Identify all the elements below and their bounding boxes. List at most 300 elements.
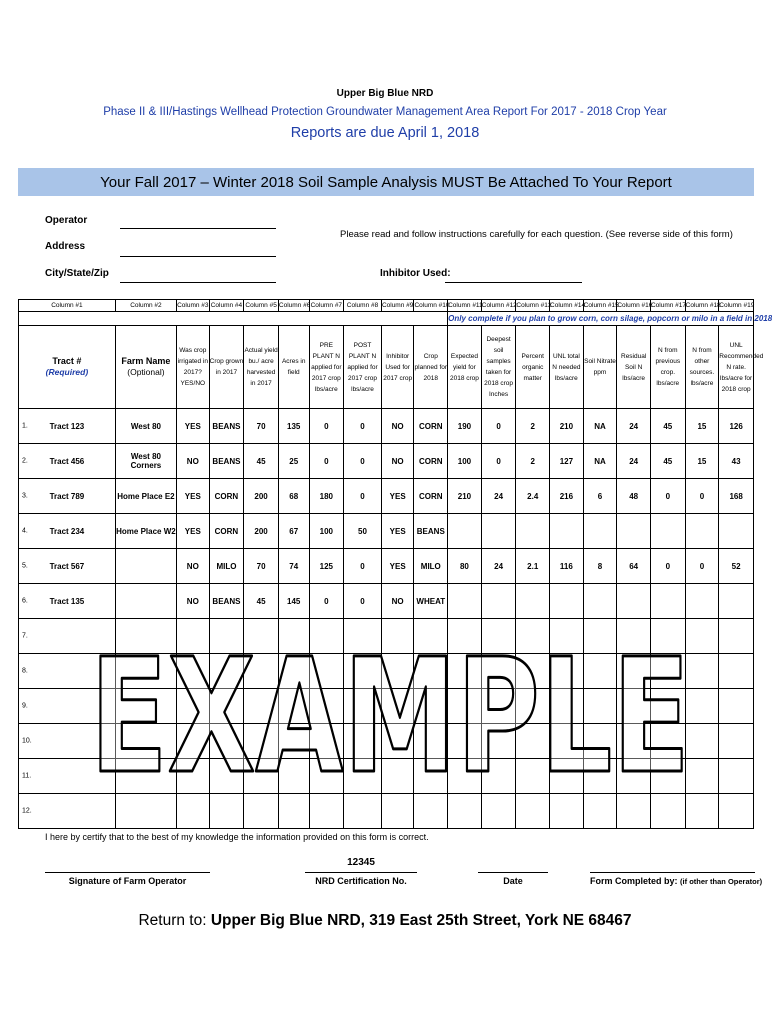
- table-cell[interactable]: 135: [278, 409, 309, 444]
- table-cell[interactable]: [685, 689, 719, 724]
- table-cell[interactable]: BEANS: [414, 514, 448, 549]
- table-cell[interactable]: WHEAT: [414, 584, 448, 619]
- table-cell[interactable]: [481, 689, 516, 724]
- column-header: N from other sources. lbs/acre: [685, 326, 719, 409]
- table-cell[interactable]: [617, 689, 651, 724]
- farm-optional: (Optional): [127, 367, 165, 377]
- table-cell[interactable]: [448, 654, 482, 689]
- table-cell[interactable]: [550, 619, 584, 654]
- table-cell[interactable]: [719, 724, 754, 759]
- table-cell[interactable]: YES: [177, 409, 210, 444]
- table-cell[interactable]: [685, 724, 719, 759]
- table-cell[interactable]: [19, 409, 116, 444]
- table-cell[interactable]: 127: [550, 444, 584, 479]
- table-cell[interactable]: [685, 794, 719, 829]
- table-cell[interactable]: [19, 584, 116, 619]
- table-cell[interactable]: [617, 619, 651, 654]
- table-cell[interactable]: [309, 724, 344, 759]
- table-cell[interactable]: 0: [685, 549, 719, 584]
- table-cell[interactable]: 0: [685, 479, 719, 514]
- table-cell[interactable]: 45: [650, 444, 685, 479]
- table-cell[interactable]: 67: [278, 514, 309, 549]
- tract-value: Tract 234: [49, 526, 85, 536]
- column-header: Was crop irrigated in 2017? YES/NO: [177, 326, 210, 409]
- column-header: Actual yield bu./ acre harvested in 2017: [244, 326, 279, 409]
- operator-label: Operator: [45, 215, 88, 226]
- cert-label: NRD Certification No.: [315, 876, 407, 886]
- table-cell[interactable]: [414, 619, 448, 654]
- address-label: Address: [45, 241, 86, 252]
- tract-value: Tract 567: [49, 561, 85, 571]
- table-cell[interactable]: 50: [344, 514, 382, 549]
- table-cell[interactable]: [617, 584, 651, 619]
- table-cell[interactable]: [617, 759, 651, 794]
- table-cell[interactable]: [448, 514, 482, 549]
- table-cell[interactable]: [19, 759, 116, 794]
- table-cell[interactable]: [115, 549, 176, 584]
- table-cell[interactable]: CORN: [209, 514, 244, 549]
- table-cell[interactable]: YES: [177, 514, 210, 549]
- table-cell[interactable]: [381, 759, 414, 794]
- column-header: Percent organic matter: [516, 326, 550, 409]
- column-header: Crop planned for 2018: [414, 326, 448, 409]
- table-cell[interactable]: 0: [344, 584, 382, 619]
- table-cell[interactable]: [177, 794, 210, 829]
- table-cell[interactable]: [583, 689, 617, 724]
- farm-header: Farm Name: [121, 356, 171, 366]
- return-address: [0, 912, 770, 930]
- table-cell[interactable]: [550, 689, 584, 724]
- column-header: PRE PLANT N applied for 2017 crop lbs/acre: [309, 326, 344, 409]
- table-cell[interactable]: 0: [481, 444, 516, 479]
- table-cell[interactable]: 45: [244, 444, 279, 479]
- table-cell[interactable]: [344, 724, 382, 759]
- table-cell[interactable]: [448, 619, 482, 654]
- table-cell[interactable]: 70: [244, 549, 279, 584]
- table-cell[interactable]: [414, 759, 448, 794]
- row-number: 8.: [22, 667, 28, 675]
- table-cell[interactable]: YES: [381, 514, 414, 549]
- table-cell[interactable]: [278, 759, 309, 794]
- table-cell[interactable]: 0: [344, 549, 382, 584]
- table-cell[interactable]: [516, 514, 550, 549]
- column-number: Column #12: [481, 300, 516, 312]
- table-cell[interactable]: [309, 619, 344, 654]
- table-cell[interactable]: 200: [244, 514, 279, 549]
- table-cell[interactable]: [414, 724, 448, 759]
- table-cell[interactable]: [381, 794, 414, 829]
- corn-note: Only complete if you plan to grow corn, corn silage, popcorn or milo in a field in 2018: [448, 312, 754, 326]
- table-cell[interactable]: 64: [617, 549, 651, 584]
- table-cell[interactable]: [177, 689, 210, 724]
- table-cell[interactable]: [583, 654, 617, 689]
- table-cell[interactable]: [719, 514, 754, 549]
- column-header: UNL total N needed lbs/acre: [550, 326, 584, 409]
- table-cell[interactable]: [650, 619, 685, 654]
- table-cell[interactable]: NO: [177, 584, 210, 619]
- table-cell[interactable]: NO: [381, 584, 414, 619]
- table-cell[interactable]: NA: [583, 444, 617, 479]
- table-cell[interactable]: 68: [278, 479, 309, 514]
- table-cell[interactable]: 24: [617, 444, 651, 479]
- table-cell[interactable]: 0: [650, 549, 685, 584]
- org-title: Upper Big Blue NRD: [336, 88, 434, 99]
- table-cell[interactable]: CORN: [209, 479, 244, 514]
- table-cell[interactable]: [19, 479, 116, 514]
- table-cell[interactable]: [244, 724, 279, 759]
- column-number: Column #13: [516, 300, 550, 312]
- table-cell[interactable]: [685, 584, 719, 619]
- table-cell[interactable]: [414, 794, 448, 829]
- table-row: [19, 654, 754, 689]
- table-cell[interactable]: [115, 689, 176, 724]
- table-cell[interactable]: [344, 689, 382, 724]
- table-cell[interactable]: [650, 689, 685, 724]
- table-cell[interactable]: BEANS: [209, 409, 244, 444]
- table-cell[interactable]: [550, 514, 584, 549]
- table-cell[interactable]: [516, 619, 550, 654]
- table-cell[interactable]: 15: [685, 409, 719, 444]
- completed-by-label: [590, 876, 763, 886]
- table-cell[interactable]: [115, 584, 176, 619]
- table-cell[interactable]: [278, 619, 309, 654]
- table-cell[interactable]: 0: [344, 444, 382, 479]
- table-cell[interactable]: [448, 724, 482, 759]
- table-cell[interactable]: [115, 759, 176, 794]
- table-cell[interactable]: NO: [381, 409, 414, 444]
- table-cell[interactable]: [650, 794, 685, 829]
- table-cell[interactable]: [685, 654, 719, 689]
- table-cell[interactable]: [685, 759, 719, 794]
- completed-by-note: (if other than Operator): [680, 877, 763, 886]
- certify-statement: I here by certify that to the best of my knowledge the information provided on this form is correct.: [45, 832, 429, 842]
- table-cell[interactable]: [278, 654, 309, 689]
- table-cell[interactable]: [650, 584, 685, 619]
- column-header: Acres in field: [278, 326, 309, 409]
- table-cell[interactable]: 43: [719, 444, 754, 479]
- table-cell[interactable]: [309, 759, 344, 794]
- date-label: Date: [503, 876, 523, 886]
- table-cell[interactable]: 45: [650, 409, 685, 444]
- column-number: Column #2: [115, 300, 176, 312]
- operator-field[interactable]: [120, 228, 276, 229]
- table-cell[interactable]: 200: [244, 479, 279, 514]
- table-cell[interactable]: [481, 584, 516, 619]
- table-cell[interactable]: 2: [516, 444, 550, 479]
- table-cell[interactable]: [19, 794, 116, 829]
- table-cell[interactable]: [550, 584, 584, 619]
- table-cell[interactable]: [481, 619, 516, 654]
- table-cell[interactable]: 80: [448, 549, 482, 584]
- table-cell[interactable]: [617, 794, 651, 829]
- table-cell[interactable]: 216: [550, 479, 584, 514]
- table-cell[interactable]: [719, 759, 754, 794]
- table-cell[interactable]: 100: [309, 514, 344, 549]
- table-cell[interactable]: [19, 514, 116, 549]
- table-cell[interactable]: 48: [617, 479, 651, 514]
- table-cell[interactable]: [583, 794, 617, 829]
- table-cell[interactable]: [719, 689, 754, 724]
- table-cell[interactable]: 74: [278, 549, 309, 584]
- table-cell[interactable]: 6: [583, 479, 617, 514]
- table-cell[interactable]: CORN: [414, 409, 448, 444]
- instructions: Please read and follow instructions carefully for each question. (See reverse side of this form): [340, 229, 733, 240]
- table-cell[interactable]: 125: [309, 549, 344, 584]
- table-cell[interactable]: [516, 759, 550, 794]
- completed-by-line[interactable]: [590, 872, 755, 873]
- table-cell[interactable]: [177, 724, 210, 759]
- table-row: [19, 724, 754, 759]
- column-number-row: [19, 300, 754, 312]
- table-cell[interactable]: 24: [617, 409, 651, 444]
- column-number: Column #7: [309, 300, 344, 312]
- signature-label: Signature of Farm Operator: [68, 876, 187, 886]
- table-cell[interactable]: 2: [516, 409, 550, 444]
- table-row: [19, 549, 754, 584]
- table-cell[interactable]: [115, 619, 176, 654]
- table-cell[interactable]: [381, 724, 414, 759]
- inhibitor-label: Inhibitor Used:: [380, 268, 451, 279]
- table-cell[interactable]: 145: [278, 584, 309, 619]
- table-cell[interactable]: [516, 654, 550, 689]
- table-cell[interactable]: BEANS: [209, 444, 244, 479]
- table-cell[interactable]: [685, 514, 719, 549]
- table-cell[interactable]: [344, 794, 382, 829]
- column-header: [19, 326, 116, 409]
- return-prefix: Return to:: [138, 912, 211, 929]
- table-cell[interactable]: [685, 619, 719, 654]
- table-cell[interactable]: Home Place W2: [115, 514, 176, 549]
- table-cell[interactable]: 52: [719, 549, 754, 584]
- table-cell[interactable]: [244, 654, 279, 689]
- table-cell[interactable]: 45: [244, 584, 279, 619]
- table-cell[interactable]: 190: [448, 409, 482, 444]
- table-cell[interactable]: YES: [381, 549, 414, 584]
- table-cell[interactable]: West 80 Corners: [115, 444, 176, 479]
- column-number: Column #14: [550, 300, 584, 312]
- table-cell[interactable]: West 80: [115, 409, 176, 444]
- table-cell[interactable]: [19, 724, 116, 759]
- table-cell[interactable]: [115, 724, 176, 759]
- table-cell[interactable]: [414, 654, 448, 689]
- table-cell[interactable]: CORN: [414, 479, 448, 514]
- column-number: Column #11: [448, 300, 482, 312]
- table-cell[interactable]: [209, 794, 244, 829]
- table-cell[interactable]: [278, 794, 309, 829]
- column-header: N from previous crop. lbs/acre: [650, 326, 685, 409]
- column-header: UNL Recommended N rate. lbs/acre for 2018 crop: [719, 326, 754, 409]
- table-cell[interactable]: [650, 759, 685, 794]
- table-cell[interactable]: 210: [448, 479, 482, 514]
- table-cell[interactable]: [550, 654, 584, 689]
- row-number: 2.: [22, 457, 28, 465]
- table-cell[interactable]: [550, 759, 584, 794]
- table-cell[interactable]: CORN: [414, 444, 448, 479]
- table-cell[interactable]: [244, 689, 279, 724]
- row-number: 1.: [22, 422, 28, 430]
- table-row: [19, 584, 754, 619]
- table-cell[interactable]: 210: [550, 409, 584, 444]
- table-cell[interactable]: YES: [381, 479, 414, 514]
- table-cell[interactable]: [448, 794, 482, 829]
- note-spacer: [19, 312, 448, 326]
- table-cell[interactable]: NA: [583, 409, 617, 444]
- table-cell[interactable]: 0: [309, 444, 344, 479]
- table-cell[interactable]: 0: [650, 479, 685, 514]
- table-cell[interactable]: [550, 794, 584, 829]
- table-cell[interactable]: [381, 619, 414, 654]
- table-cell[interactable]: 2.1: [516, 549, 550, 584]
- table-cell[interactable]: 0: [481, 409, 516, 444]
- table-cell[interactable]: 116: [550, 549, 584, 584]
- row-number: 7.: [22, 632, 28, 640]
- table-cell[interactable]: [516, 584, 550, 619]
- date-line[interactable]: [478, 872, 548, 873]
- table-cell[interactable]: [719, 619, 754, 654]
- table-cell[interactable]: [19, 654, 116, 689]
- table-cell[interactable]: [583, 759, 617, 794]
- table-cell[interactable]: 15: [685, 444, 719, 479]
- column-number: Column #4: [209, 300, 244, 312]
- table-cell[interactable]: [344, 759, 382, 794]
- tract-required: (Required): [45, 367, 89, 377]
- table-cell[interactable]: [719, 794, 754, 829]
- table-cell[interactable]: [278, 689, 309, 724]
- row-number: 4.: [22, 527, 28, 535]
- tract-value: Tract 135: [49, 596, 85, 606]
- table-cell[interactable]: [448, 759, 482, 794]
- table-row: [19, 759, 754, 794]
- table-cell[interactable]: [650, 514, 685, 549]
- column-header: Deepest soil samples taken for 2018 crop Inches: [481, 326, 516, 409]
- table-cell[interactable]: [583, 619, 617, 654]
- table-cell[interactable]: 0: [344, 479, 382, 514]
- table-cell[interactable]: MILO: [209, 549, 244, 584]
- city-field[interactable]: [120, 282, 276, 283]
- table-cell[interactable]: 100: [448, 444, 482, 479]
- table-cell[interactable]: NO: [381, 444, 414, 479]
- table-cell[interactable]: [209, 724, 244, 759]
- row-number: 3.: [22, 492, 28, 500]
- table-cell[interactable]: [177, 654, 210, 689]
- table-cell[interactable]: [381, 689, 414, 724]
- column-header: Soil Nitrate ppm: [583, 326, 617, 409]
- table-cell[interactable]: [719, 584, 754, 619]
- column-number: Column #6: [278, 300, 309, 312]
- address-field[interactable]: [120, 256, 276, 257]
- row-number: 10.: [22, 737, 32, 745]
- table-cell[interactable]: [516, 794, 550, 829]
- tract-header: Tract #: [52, 356, 82, 366]
- table-cell[interactable]: [583, 584, 617, 619]
- table-cell[interactable]: [177, 759, 210, 794]
- table-cell[interactable]: 25: [278, 444, 309, 479]
- table-cell[interactable]: [583, 514, 617, 549]
- table-cell[interactable]: [209, 759, 244, 794]
- table-cell[interactable]: [481, 654, 516, 689]
- table-cell[interactable]: [381, 654, 414, 689]
- table-cell[interactable]: [209, 654, 244, 689]
- table-cell[interactable]: [115, 794, 176, 829]
- table-cell[interactable]: [650, 654, 685, 689]
- table-cell[interactable]: [19, 689, 116, 724]
- table-cell[interactable]: [177, 619, 210, 654]
- table-cell[interactable]: [617, 724, 651, 759]
- header-row: [19, 326, 754, 409]
- table-cell[interactable]: NO: [177, 444, 210, 479]
- table-cell[interactable]: [448, 689, 482, 724]
- cert-line[interactable]: [305, 872, 417, 873]
- table-cell[interactable]: [209, 689, 244, 724]
- table-cell[interactable]: [583, 724, 617, 759]
- table-cell[interactable]: NO: [177, 549, 210, 584]
- table-cell[interactable]: 168: [719, 479, 754, 514]
- table-cell[interactable]: [516, 689, 550, 724]
- table-cell[interactable]: [344, 619, 382, 654]
- row-number: 5.: [22, 562, 28, 570]
- table-cell[interactable]: [19, 444, 116, 479]
- table-cell[interactable]: 0: [344, 409, 382, 444]
- table-cell[interactable]: [209, 619, 244, 654]
- row-number: 6.: [22, 597, 28, 605]
- table-cell[interactable]: [516, 724, 550, 759]
- table-cell[interactable]: [550, 724, 584, 759]
- table-cell[interactable]: [719, 654, 754, 689]
- table-cell[interactable]: [244, 794, 279, 829]
- table-cell[interactable]: [448, 584, 482, 619]
- signature-line[interactable]: [45, 872, 210, 873]
- table-row: [19, 444, 754, 479]
- table-cell[interactable]: MILO: [414, 549, 448, 584]
- table-cell[interactable]: [244, 759, 279, 794]
- table-cell[interactable]: [344, 654, 382, 689]
- table-cell[interactable]: 0: [309, 409, 344, 444]
- table-cell[interactable]: 8: [583, 549, 617, 584]
- table-cell[interactable]: [617, 654, 651, 689]
- table-cell[interactable]: 70: [244, 409, 279, 444]
- table-cell[interactable]: BEANS: [209, 584, 244, 619]
- table-cell[interactable]: 2.4: [516, 479, 550, 514]
- table-cell[interactable]: [244, 619, 279, 654]
- table-cell[interactable]: 0: [309, 584, 344, 619]
- table-cell[interactable]: [481, 724, 516, 759]
- table-cell[interactable]: 24: [481, 479, 516, 514]
- table-cell[interactable]: [414, 689, 448, 724]
- tract-value: Tract 456: [49, 456, 85, 466]
- table-cell[interactable]: 24: [481, 549, 516, 584]
- table-cell[interactable]: 180: [309, 479, 344, 514]
- table-cell[interactable]: Home Place E2: [115, 479, 176, 514]
- table-cell[interactable]: [617, 514, 651, 549]
- table-cell[interactable]: [309, 794, 344, 829]
- table-cell[interactable]: [650, 724, 685, 759]
- table-cell[interactable]: [19, 549, 116, 584]
- table-cell[interactable]: [481, 514, 516, 549]
- table-cell[interactable]: YES: [177, 479, 210, 514]
- table-cell[interactable]: [309, 654, 344, 689]
- table-cell[interactable]: [19, 619, 116, 654]
- column-header: Inhibitor Used for 2017 crop: [381, 326, 414, 409]
- table-cell[interactable]: [309, 689, 344, 724]
- table-cell[interactable]: [481, 794, 516, 829]
- table-cell[interactable]: 126: [719, 409, 754, 444]
- table-cell[interactable]: [278, 724, 309, 759]
- inhibitor-field[interactable]: [445, 282, 582, 283]
- column-number: Column #17: [650, 300, 685, 312]
- column-number: Column #15: [583, 300, 617, 312]
- table-cell[interactable]: [481, 759, 516, 794]
- table-cell[interactable]: [115, 654, 176, 689]
